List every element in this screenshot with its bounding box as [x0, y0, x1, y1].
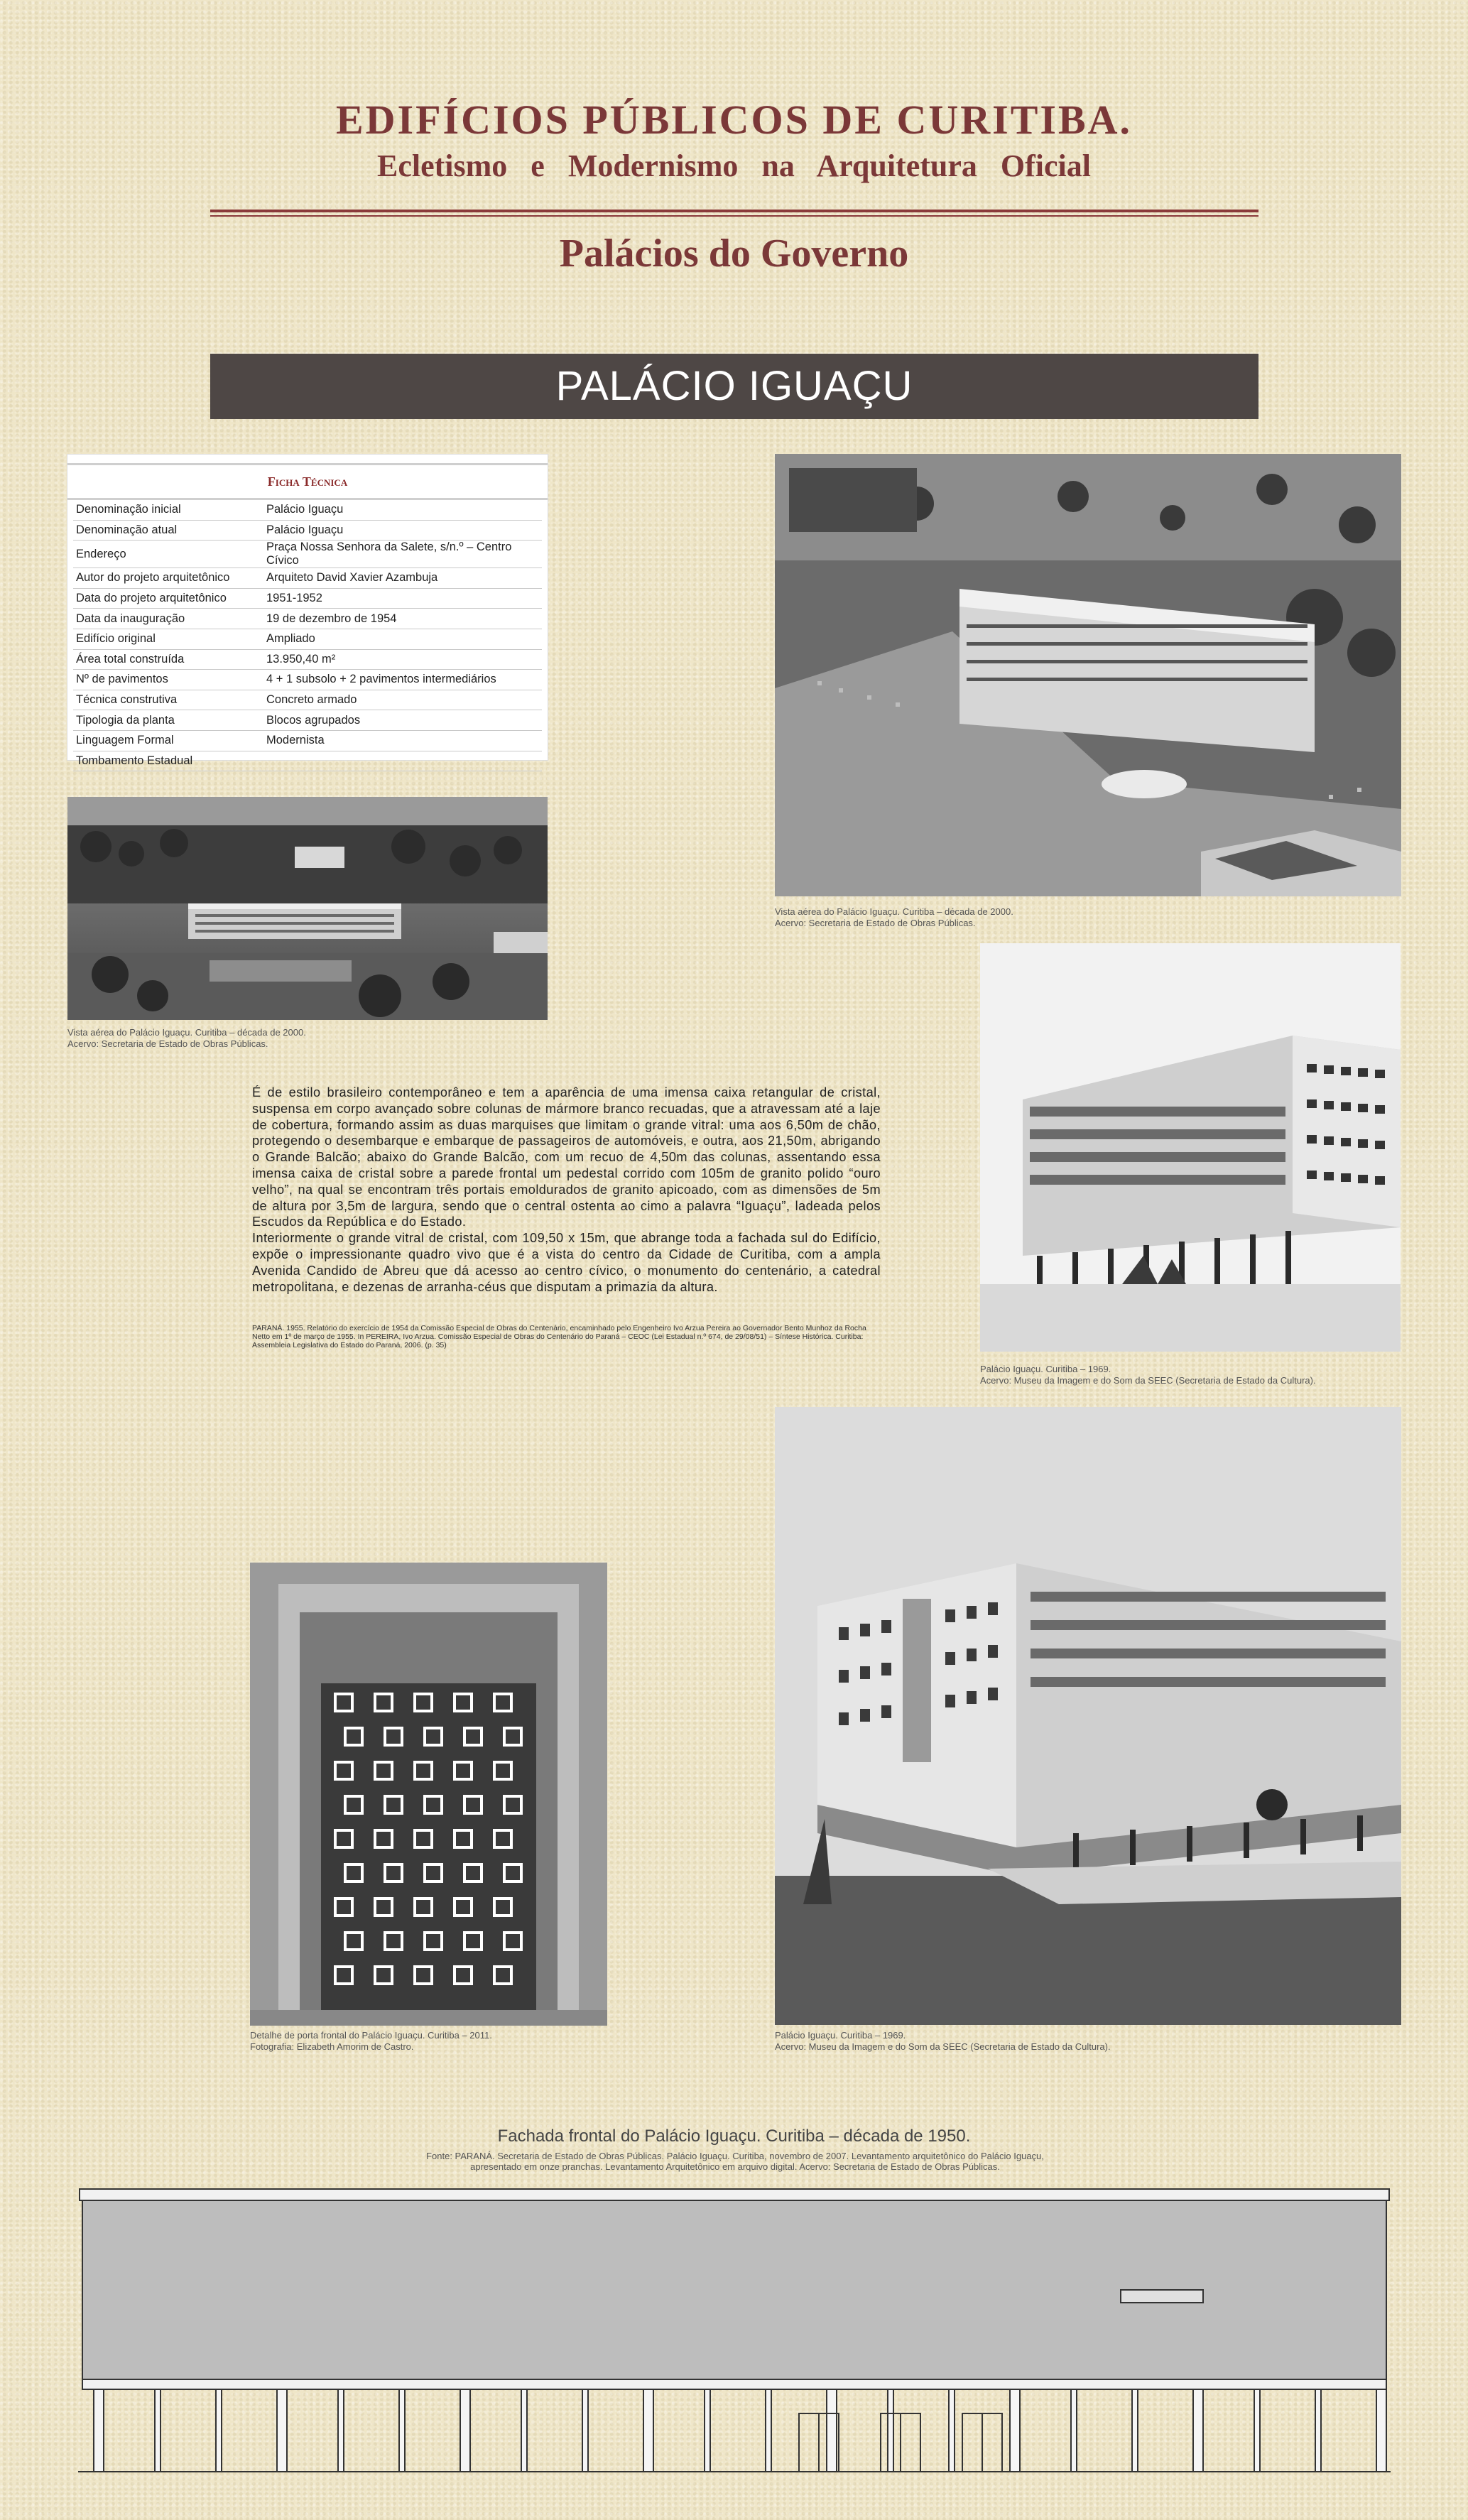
technical-sheet-key: Tipologia da planta [73, 710, 263, 731]
divider-rule-top [210, 210, 1258, 212]
technical-sheet-key: Linguagem Formal [73, 730, 263, 751]
technical-sheet-row [73, 629, 542, 649]
technical-sheet-value: Blocos agrupados [263, 710, 542, 731]
facade-column [399, 2389, 405, 2472]
door-photo [250, 1563, 607, 2026]
technical-sheet-title: Ficha Técnica [67, 463, 548, 500]
technical-sheet-table [73, 500, 542, 771]
caption-building-1969-a [980, 1364, 1401, 1386]
aerial-photo-large [775, 454, 1401, 896]
technical-sheet-row [73, 649, 542, 670]
facade-column [521, 2389, 527, 2472]
caption-aerial-small [67, 1027, 548, 1050]
reference-note: PARANÁ. 1955. Relatório do exercício de 1954 da Comissão Especial de Obras do Centenário, encaminhado pelo Engenheiro Ivo Arzua Pereira ao Governador Bento Munhoz da Rocha Netto em 1º de março de 1955. In PEREIRA, Ivo Arzua. Comissão Especial de Obras do Centenário do Paraná – CEOC (Lei Estadual n.º 674, de 29/08/51) – Síntese Histórica. Curitiba: Assembleia Legislativa do Estado do Paraná, 2006. (p. 35) [252, 1324, 866, 1349]
technical-sheet-row [73, 710, 542, 731]
caption-source: Fotografia: Elizabeth Amorim de Castro. [250, 2041, 414, 2052]
facade-column [582, 2389, 588, 2472]
facade-column [460, 2389, 470, 2472]
technical-sheet-key: Endereço [73, 541, 263, 568]
technical-sheet-row [73, 670, 542, 690]
technical-sheet-value: Praça Nossa Senhora da Salete, s/n.º – Centro Cívico [263, 541, 542, 568]
technical-sheet-key: Data do projeto arquitetônico [73, 588, 263, 609]
technical-sheet-key: Tombamento Estadual [73, 751, 263, 771]
poster-title: EDIFÍCIOS PÚBLICOS DE CURITIBA. [335, 97, 1133, 143]
caption-building-1969-b [775, 2030, 1401, 2053]
building-photo-1969-a [980, 943, 1401, 1352]
technical-sheet-value: Palácio Iguaçu [263, 520, 542, 541]
facade-drawing [78, 2188, 1391, 2516]
caption-source: Acervo: Museu da Imagem e do Som da SEEC (Secretaria de Estado da Cultura). [980, 1375, 1316, 1386]
technical-sheet-row [73, 568, 542, 589]
technical-sheet-value: Ampliado [263, 629, 542, 649]
caption-door [250, 2030, 607, 2053]
technical-sheet-value: 4 + 1 subsolo + 2 pavimentos intermediários [263, 670, 542, 690]
technical-sheet-row [73, 690, 542, 710]
caption-line: Palácio Iguaçu. Curitiba – 1969. [775, 2030, 906, 2041]
facade-title: Fachada frontal do Palácio Iguaçu. Curitiba – década de 1950. [497, 2127, 971, 2146]
technical-sheet-value: Concreto armado [263, 690, 542, 710]
caption-aerial-large [775, 906, 1401, 929]
facade-column [1132, 2389, 1138, 2472]
facade-column [643, 2389, 653, 2472]
technical-sheet-value: Palácio Iguaçu [263, 500, 542, 520]
facade-column [338, 2389, 344, 2472]
technical-sheet-key: Data da inauguração [73, 609, 263, 629]
technical-sheet-value: 13.950,40 m² [263, 649, 542, 670]
building-photo-1969-b [775, 1407, 1401, 2025]
section-title: Palácios do Governo [559, 232, 909, 276]
caption-line: Vista aérea do Palácio Iguaçu. Curitiba – década de 2000. [67, 1027, 306, 1038]
facade-column [1376, 2389, 1386, 2472]
building-banner: PALÁCIO IGUAÇU [210, 354, 1258, 419]
technical-sheet-row [73, 520, 542, 541]
facade-column [277, 2389, 287, 2472]
technical-sheet-row [73, 751, 542, 771]
facade-column [155, 2389, 161, 2472]
caption-line: Vista aérea do Palácio Iguaçu. Curitiba – década de 2000. [775, 906, 1013, 917]
technical-sheet-row [73, 609, 542, 629]
technical-sheet-key: Edifício original [73, 629, 263, 649]
caption-line: Detalhe de porta frontal do Palácio Iguaçu. Curitiba – 2011. [250, 2030, 492, 2041]
technical-sheet-key: Nº de pavimentos [73, 670, 263, 690]
facade-column [1254, 2389, 1260, 2472]
facade-column [1315, 2389, 1321, 2472]
facade-column [888, 2389, 893, 2472]
technical-sheet-value: 19 de dezembro de 1954 [263, 609, 542, 629]
facade-source: Fonte: PARANÁ. Secretaria de Estado de Obras Públicas. Palácio Iguaçu. Curitiba, novembro de 2007. Levantamento arquitetônico do Palácio Iguaçu, apresentado em onze pranchas. Levantamento Arquitetônico em arquivo digital. Acervo: Secretaria de Estado de Obras Públicas. [426, 2151, 1044, 2172]
facade-column [766, 2389, 771, 2472]
technical-sheet-value [263, 751, 542, 771]
description-text [252, 1085, 881, 1295]
technical-sheet-key: Técnica construtiva [73, 690, 263, 710]
aerial-photo-small [67, 797, 548, 1020]
description-paragraph-2: Interiormente o grande vitral de cristal, com 109,50 x 15m, que abrange toda a fachada sul do Edifício, expõe o impressionante quadro vivo que é a vista do centro da Cidade de Curitiba, com a ampla Avenida Candido de Abreu que dá acesso ao centro cívico, o monumento do centenário, a catedral metropolitana, e dezenas de arranha-céus que disputam a primazia da altura. [252, 1231, 881, 1294]
technical-sheet-key: Área total construída [73, 649, 263, 670]
facade-column [705, 2389, 710, 2472]
facade-column [94, 2389, 104, 2472]
facade-column [216, 2389, 222, 2472]
caption-source: Acervo: Museu da Imagem e do Som da SEEC (Secretaria de Estado da Cultura). [775, 2041, 1111, 2052]
technical-sheet-value: Arquiteto David Xavier Azambuja [263, 568, 542, 589]
caption-line: Palácio Iguaçu. Curitiba – 1969. [980, 1364, 1111, 1374]
facade-column [827, 2389, 837, 2472]
technical-sheet-row [73, 541, 542, 568]
technical-sheet-row [73, 500, 542, 520]
technical-sheet-row [73, 730, 542, 751]
technical-sheet-key: Autor do projeto arquitetônico [73, 568, 263, 589]
caption-source: Acervo: Secretaria de Estado de Obras Públicas. [775, 918, 976, 928]
facade-column [1010, 2389, 1020, 2472]
technical-sheet-value: Modernista [263, 730, 542, 751]
facade-column [949, 2389, 955, 2472]
technical-sheet-key: Denominação inicial [73, 500, 263, 520]
technical-sheet-key: Denominação atual [73, 520, 263, 541]
description-paragraph-1: É de estilo brasileiro contemporâneo e tem a aparência de uma imensa caixa retangular de cristal, suspensa em corpo avançado sobre colunas de mármore branco recuadas, que a atravessam até a laje de cobertura, formando assim as duas marquises que limitam o grande vitral: uma aos 6,50m de chão, protegendo o desembarque e embarque de passageiros de automóveis, e outra, aos 21,50m, abrigando o Grande Balcão; abaixo do Grande Balcão, com um recuo de 4,50m das colunas, assentando essa imensa caixa de cristal sobre a parede frontal um pedestal corrido com 105m de granito polido “ouro velho”, na qual se encontram três portais emoldurados de granito apicoado, com as dimensões de 5m de altura por 3,5m de largura, sendo que o central ostenta ao cimo a palavra “Iguaçu”, ladeada pelos Escudos da República e do Estado. [252, 1085, 881, 1229]
caption-source: Acervo: Secretaria de Estado de Obras Públicas. [67, 1038, 268, 1049]
technical-sheet-value: 1951-1952 [263, 588, 542, 609]
divider-rule-bottom [210, 215, 1258, 217]
technical-sheet [67, 455, 548, 767]
poster-subtitle: Ecletismo e Modernismo na Arquitetura Oficial [377, 148, 1091, 183]
facade-column [1071, 2389, 1077, 2472]
technical-sheet-row [73, 588, 542, 609]
facade-column [1193, 2389, 1203, 2472]
